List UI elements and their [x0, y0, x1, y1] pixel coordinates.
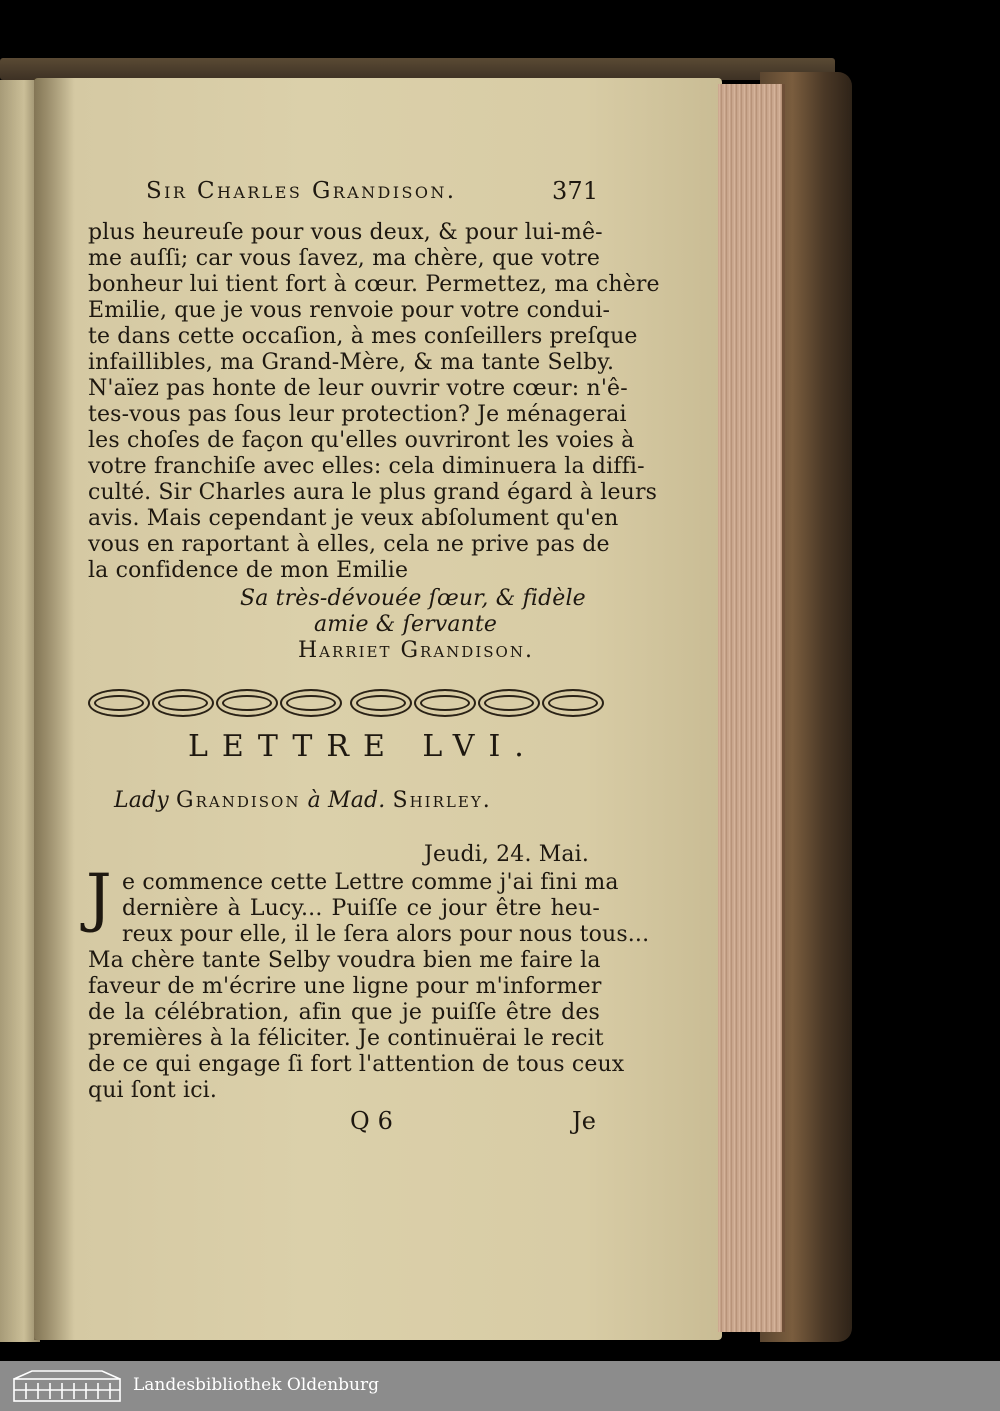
text-line: qui ſont ici. — [88, 1078, 218, 1103]
text-line: les choſes de façon qu'elles ouvriront les voies à — [88, 428, 635, 453]
institution-name: Landesbibliothek Oldenburg — [133, 1375, 380, 1395]
text-line: de ce qui engage ſi fort l'attention de tous ceux — [88, 1052, 625, 1077]
text-line: plus heureuſe pour vous deux, & pour lui-mê- — [88, 220, 603, 245]
text-line: N'aïez pas honte de leur ouvrir votre cœur: n'ê- — [88, 376, 628, 401]
text-line: culté. Sir Charles aura le plus grand égard à leurs — [88, 480, 658, 505]
letter-subtitle — [114, 788, 492, 814]
subtitle-name: Grandison — [176, 788, 301, 813]
text-line: faveur de m'écrire une ligne pour m'informer — [88, 974, 602, 999]
drop-cap: J — [86, 861, 112, 935]
subtitle-lady: Lady — [114, 788, 169, 813]
signature-mark: Q 6 — [350, 1107, 394, 1135]
text-line: Ma chère tante Selby voudra bien me faire la — [88, 948, 601, 973]
closing-line: Sa très-dévouée ſœur, & fidèle — [240, 586, 586, 611]
text-line: avis. Mais cependant je veux abſolument qu'en — [88, 506, 619, 531]
text-line: premières à la féliciter. Je continuërai le recit — [88, 1026, 604, 1051]
ornamental-divider — [88, 686, 600, 716]
subtitle-recipient: Shirley. — [392, 788, 492, 813]
catchword: Je — [572, 1107, 597, 1135]
text-line: me auſſi; car vous ſavez, ma chère, que votre — [88, 246, 600, 271]
text-line: de la célébration, afin que je puiſſe être des — [88, 1000, 600, 1025]
text-line: infaillibles, ma Grand-Mère, & ma tante Selby. — [88, 350, 615, 375]
text-line: vous en raportant à elles, cela ne prive pas de — [88, 532, 610, 557]
signature: Harriet Grandison. — [298, 638, 534, 663]
text-line: dernière à Lucy... Puiſſe ce jour être heu- — [122, 896, 600, 921]
text-line: e commence cette Lettre comme j'ai fini ma — [122, 870, 619, 895]
closing-line: amie & ſervante — [314, 612, 498, 637]
text-line: bonheur lui tient fort à cœur. Permettez, ma chère — [88, 272, 660, 297]
text-line: votre franchiſe avec elles: cela diminuera la diffi- — [88, 454, 645, 479]
page-number: 371 — [552, 177, 599, 205]
dateline: Jeudi, 24. Mai. — [424, 842, 590, 867]
text-line: la confidence de mon Emilie — [88, 558, 409, 583]
text-line: tes-vous pas ſous leur protection? Je ménagerai — [88, 402, 627, 427]
letter-title: LETTRE LVI. — [188, 729, 538, 764]
library-building-icon — [12, 1369, 122, 1403]
text-line: Emilie, que je vous renvoie pour votre condui- — [88, 298, 611, 323]
text-line: te dans cette occaſion, à mes conſeillers preſque — [88, 324, 638, 349]
text-line: reux pour elle, il le ſera alors pour nous tous... — [122, 922, 650, 947]
subtitle-to: à Mad. — [307, 788, 386, 813]
footer-bar — [0, 1361, 1000, 1411]
running-head: Sir Charles Grandison. — [146, 178, 457, 204]
